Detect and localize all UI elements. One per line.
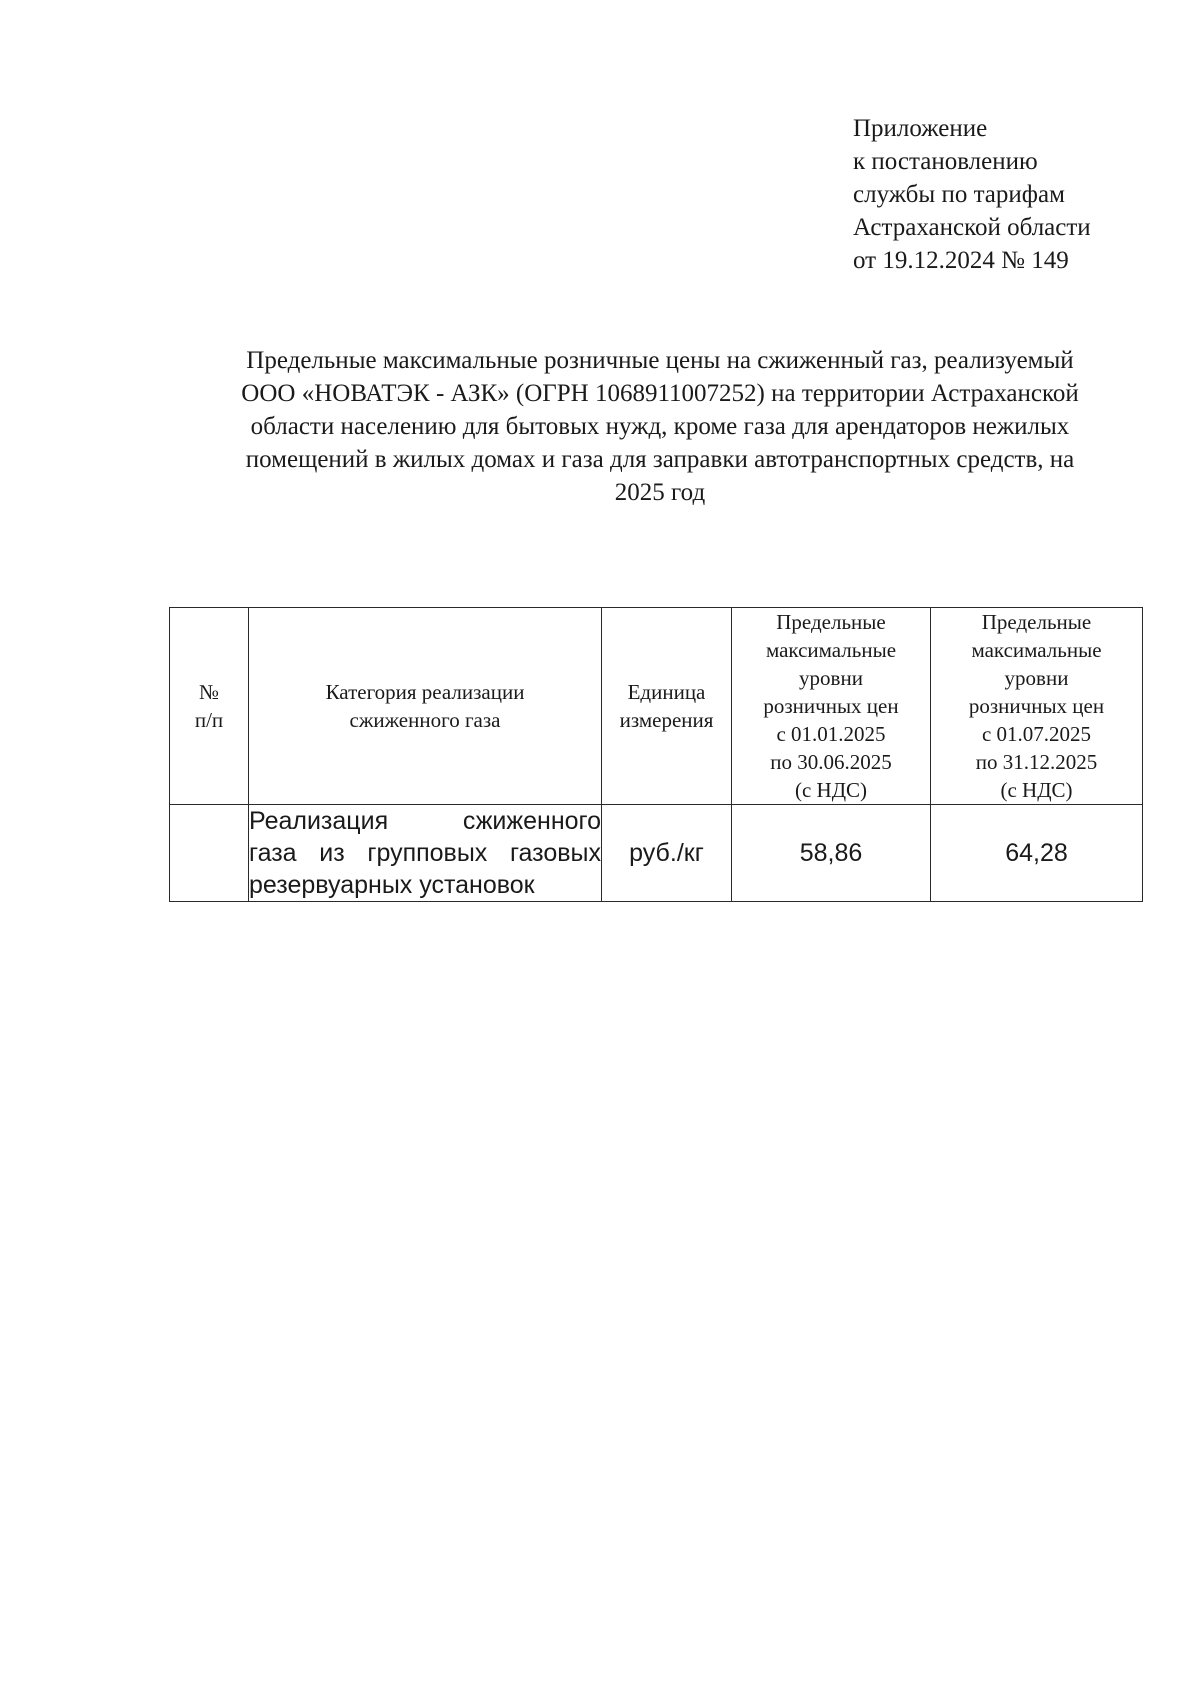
appendix-block: [853, 112, 1173, 277]
header-period-2-line: Предельные: [981, 610, 1092, 634]
header-period-1-line: (с НДС): [794, 778, 868, 802]
header-unit-line: Единица: [627, 680, 706, 704]
header-category-line: сжиженного газа: [349, 708, 501, 732]
header-period-1-line: максимальные: [765, 638, 897, 662]
header-unit-line: измерения: [619, 708, 714, 732]
header-category-line: Категория реализации: [325, 680, 525, 704]
title-line: 2025 год: [614, 479, 706, 506]
header-period-2-line: (с НДС): [1000, 778, 1073, 802]
document-title: [150, 344, 1170, 509]
appendix-line: службы по тарифам: [853, 181, 1065, 208]
appendix-line: Астраханской области: [853, 214, 1091, 241]
row-category: [249, 805, 602, 902]
header-period-1-line: по 30.06.2025: [770, 750, 892, 774]
header-period-1-line: с 01.01.2025: [776, 722, 886, 746]
header-period-2-line: уровни: [1004, 666, 1069, 690]
header-period-2-line: розничных цен: [968, 694, 1105, 718]
header-num-line: п/п: [194, 708, 224, 732]
header-category: [249, 608, 602, 805]
title-line: помещений в жилых домах и газа для заправки автотранспортных средств, на: [245, 446, 1075, 473]
header-num-line: №: [198, 680, 220, 704]
appendix-line: от 19.12.2024 № 149: [853, 247, 1069, 274]
header-period-1-line: уровни: [799, 666, 863, 690]
row-price-period-1: 58,86: [732, 805, 931, 902]
header-period-2: [931, 608, 1143, 805]
title-line: области населению для бытовых нужд, кроме газа для арендаторов нежилых: [250, 413, 1070, 440]
header-period-2-line: по 31.12.2025: [975, 750, 1098, 774]
header-unit: [602, 608, 732, 805]
header-num: [170, 608, 249, 805]
header-period-1-line: розничных цен: [763, 694, 899, 718]
row-category-line: газа из групповых газовых: [249, 839, 601, 867]
table-header-row: [170, 608, 1143, 805]
header-period-1: [732, 608, 931, 805]
row-category-line: резервуарных установок: [249, 871, 535, 899]
header-period-2-line: с 01.07.2025: [981, 722, 1092, 746]
appendix-line: Приложение: [853, 115, 988, 142]
header-period-2-line: максимальные: [971, 638, 1102, 662]
price-table: [169, 607, 1143, 902]
row-price-period-2: 64,28: [931, 805, 1143, 902]
table-row: [170, 805, 1143, 902]
appendix-line: к постановлению: [853, 148, 1038, 175]
title-line: ООО «НОВАТЭК - АЗК» (ОГРН 1068911007252) на территории Астраханской: [241, 380, 1079, 407]
header-period-1-line: Предельные: [776, 610, 886, 634]
row-category-line: Реализация сжиженного: [249, 807, 601, 835]
row-unit: руб./кг: [602, 805, 732, 902]
row-num: [170, 805, 249, 902]
title-line: Предельные максимальные розничные цены на сжиженный газ, реализуемый: [246, 347, 1074, 374]
